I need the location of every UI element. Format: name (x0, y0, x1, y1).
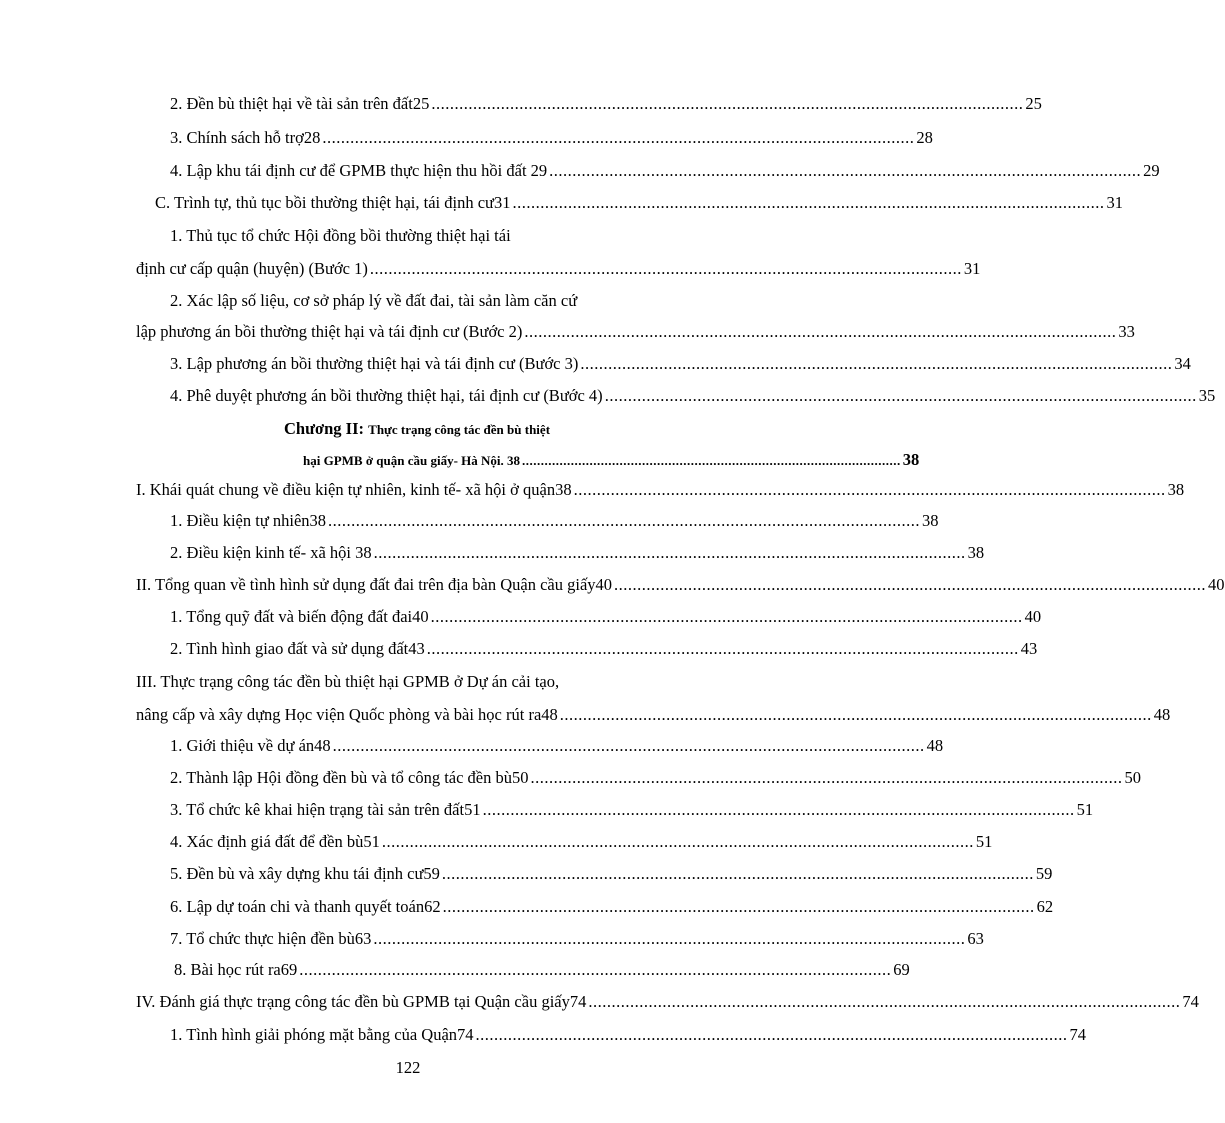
toc-entry[interactable] (170, 539, 985, 567)
dot-leader: ................................................................................................................................ (299, 960, 892, 979)
toc-entry[interactable] (170, 893, 1054, 921)
toc-entry[interactable] (170, 764, 1141, 792)
dot-leader: ................................................................................................................................ (431, 94, 1024, 113)
dot-leader: ................................................................................................................................ (614, 575, 1207, 594)
toc-entry-title: 8. Bài học rút ra69 (174, 960, 298, 979)
dot-leader: ................................................................................................................................ (441, 864, 1034, 883)
toc-entry-line[interactable] (136, 668, 738, 696)
toc-entry-page: 33 (1118, 322, 1135, 341)
toc-entry[interactable] (170, 382, 1216, 410)
toc-entry[interactable] (170, 603, 1042, 631)
toc-entry-title: 6. Lập dự toán chi và thanh quyết toán62 (170, 897, 441, 916)
toc-entry-title: hại GPMB ở quận cầu giấy- Hà Nội. 38 (303, 453, 521, 468)
toc-entry[interactable] (170, 124, 933, 152)
toc-entry-title: 3. Chính sách hỗ trợ28 (170, 128, 321, 147)
toc-entry-title: 5. Đền bù và xây dựng khu tái định cư59 (170, 864, 440, 883)
dot-leader: ................................................................................................................................ (426, 639, 1019, 658)
toc-entry-title: định cư cấp quận (huyện) (Bước 1) (136, 259, 368, 278)
toc-entry-page: 31 (1106, 193, 1123, 212)
dot-leader: ................................................................................................................................ (430, 607, 1023, 626)
dot-leader: ................................................................................................................................ (322, 128, 915, 147)
toc-entry-page: 35 (1198, 386, 1216, 405)
toc-entry-title: 3. Tổ chức kê khai hiện trạng tài sản trên đất51 (170, 800, 481, 819)
toc-entry-title: 4. Xác định giá đất để đền bù51 (170, 832, 380, 851)
toc-entry[interactable] (170, 350, 1191, 378)
toc-entry-page: 28 (916, 128, 933, 147)
toc-entry-title: 7. Tổ chức thực hiện đền bù63 (170, 929, 372, 948)
toc-entry-page: 59 (1035, 864, 1053, 883)
toc-entry[interactable] (303, 446, 920, 474)
toc-entry-title: 1. Tổng quỹ đất và biến động đất đai40 (170, 607, 429, 626)
toc-entry-title: 2. Tình hình giao đất và sử dụng đất43 (170, 639, 425, 658)
dot-leader: ................................................................................................................................ (373, 543, 966, 562)
dot-leader: ................................................................................................................................ (604, 386, 1197, 405)
toc-entry-title: 4. Phê duyệt phương án bồi thường thiệt hại, tái định cư (Bước 4) (170, 386, 603, 405)
toc-entry[interactable] (136, 476, 1185, 504)
toc-entry-title: II. Tổng quan về tình hình sử dụng đất đai trên địa bàn Quận cầu giấy40 (136, 575, 613, 594)
dot-leader: ................................................................................................................................ (381, 832, 974, 851)
page-number: 122 (395, 1058, 421, 1077)
dot-leader: ................................................................................................................................ (559, 705, 1152, 724)
toc-entry-line[interactable] (170, 222, 738, 250)
toc-entry-title: 1. Thủ tục tổ chức Hội đồng bồi thường thiệt hại tái (170, 226, 511, 245)
toc-entry-title: C. Trình tự, thủ tục bồi thường thiệt hại, tái định cư31 (155, 193, 511, 212)
toc-entry-title: I. Khái quát chung về điều kiện tự nhiên, kinh tế- xã hội ở quận38 (136, 480, 572, 499)
toc-entry-page: 48 (1153, 705, 1171, 724)
dot-leader: ................................................................................................................................ (580, 354, 1173, 373)
chapter-title: Thực trạng công tác đền bù thiệt (368, 422, 551, 437)
dot-leader: ................................................................................................................................ (573, 480, 1166, 499)
toc-entry-page: 51 (975, 832, 993, 851)
toc-entry[interactable] (136, 255, 981, 283)
toc-entry-page: 51 (1076, 800, 1094, 819)
toc-entry-page: 38 (922, 511, 939, 530)
toc-entry[interactable] (170, 860, 1053, 888)
toc-entry-title: lập phương án bồi thường thiệt hại và tái định cư (Bước 2) (136, 322, 523, 341)
dot-leader: ................................................................................................................................ (475, 1025, 1068, 1044)
dot-leader: ................................................................................................................................ (549, 161, 1142, 180)
dot-leader: ................................................................................................................................ (524, 322, 1117, 341)
toc-entry-title: 1. Giới thiệu về dự án48 (170, 736, 331, 755)
toc-entry-title: 4. Lập khu tái định cư để GPMB thực hiện thu hồi đất 29 (170, 161, 548, 180)
toc-entry[interactable] (170, 507, 939, 535)
toc-entry-title: 2. Điều kiện kinh tế- xã hội 38 (170, 543, 372, 562)
toc-entry[interactable] (136, 988, 1199, 1016)
chapter-label: Chương II: (284, 419, 365, 438)
dot-leader: ................................................................................................................................ (482, 800, 1075, 819)
toc-entry-page: 63 (967, 929, 984, 948)
toc-entry-page: 50 (1124, 768, 1141, 787)
toc-entry[interactable] (155, 189, 1123, 217)
toc-entry-line[interactable] (170, 287, 738, 315)
toc-entry-title: III. Thực trạng công tác đền bù thiệt hại GPMB ở Dự án cải tạo, (136, 672, 560, 691)
dot-leader: ................................................................................................................................ (442, 897, 1035, 916)
toc-entry[interactable] (170, 157, 1160, 185)
toc-entry[interactable] (170, 828, 993, 856)
toc-entry-page: 25 (1025, 94, 1042, 113)
toc-entry-page: 34 (1174, 354, 1191, 373)
toc-entry-page: 29 (1143, 161, 1160, 180)
toc-entry[interactable] (170, 635, 1038, 663)
toc-entry[interactable] (136, 571, 1225, 599)
toc-entry-title: 1. Tình hình giải phóng mặt bằng của Quận74 (170, 1025, 474, 1044)
toc-entry[interactable] (174, 956, 910, 984)
toc-entry[interactable] (170, 925, 984, 953)
toc-entry-page: 31 (963, 259, 981, 278)
dot-leader: ................................................................................................................................ (328, 511, 921, 530)
toc-entry[interactable] (170, 90, 1042, 118)
toc-entry[interactable] (136, 318, 1135, 346)
chapter-heading[interactable] (284, 415, 738, 443)
dot-leader: ..................................................................................................... (522, 453, 901, 468)
toc-entry-page: 62 (1036, 897, 1054, 916)
toc-entry[interactable] (170, 1021, 1087, 1049)
toc-entry-title: 2. Đền bù thiệt hại về tài sản trên đất25 (170, 94, 430, 113)
toc-entry-page: 74 (1182, 992, 1199, 1011)
toc-entry-page: 74 (1069, 1025, 1087, 1044)
dot-leader: ................................................................................................................................ (588, 992, 1181, 1011)
dot-leader: ................................................................................................................................ (332, 736, 925, 755)
dot-leader: ................................................................................................................................ (373, 929, 966, 948)
toc-entry[interactable] (136, 701, 1171, 729)
toc-entry-title: IV. Đánh giá thực trạng công tác đền bù GPMB tại Quận cầu giấy74 (136, 992, 587, 1011)
toc-entry-title: 2. Xác lập số liệu, cơ sở pháp lý về đất đai, tài sản làm căn cứ (170, 291, 578, 310)
dot-leader: ................................................................................................................................ (369, 259, 962, 278)
toc-entry-page: 40 (1024, 607, 1042, 626)
toc-entry-title: 1. Điều kiện tự nhiên38 (170, 511, 327, 530)
toc-entry-page: 48 (926, 736, 944, 755)
toc-entry[interactable] (170, 732, 944, 760)
toc-entry-page: 38 (967, 543, 985, 562)
toc-entry-page: 43 (1020, 639, 1038, 658)
toc-entry-page: 69 (893, 960, 910, 979)
toc-entry-title: 2. Thành lập Hội đồng đền bù và tổ công tác đền bù50 (170, 768, 529, 787)
toc-entry-page: 38 (1167, 480, 1185, 499)
toc-entry[interactable] (170, 796, 1094, 824)
toc-entry-title: 3. Lập phương án bồi thường thiệt hại và tái định cư (Bước 3) (170, 354, 579, 373)
dot-leader: ................................................................................................................................ (530, 768, 1123, 787)
toc-entry-page: 40 (1208, 575, 1225, 594)
toc-entry-page: 38 (902, 450, 920, 469)
dot-leader: ................................................................................................................................ (512, 193, 1105, 212)
toc-entry-title: nâng cấp và xây dựng Học viện Quốc phòng và bài học rút ra48 (136, 705, 558, 724)
